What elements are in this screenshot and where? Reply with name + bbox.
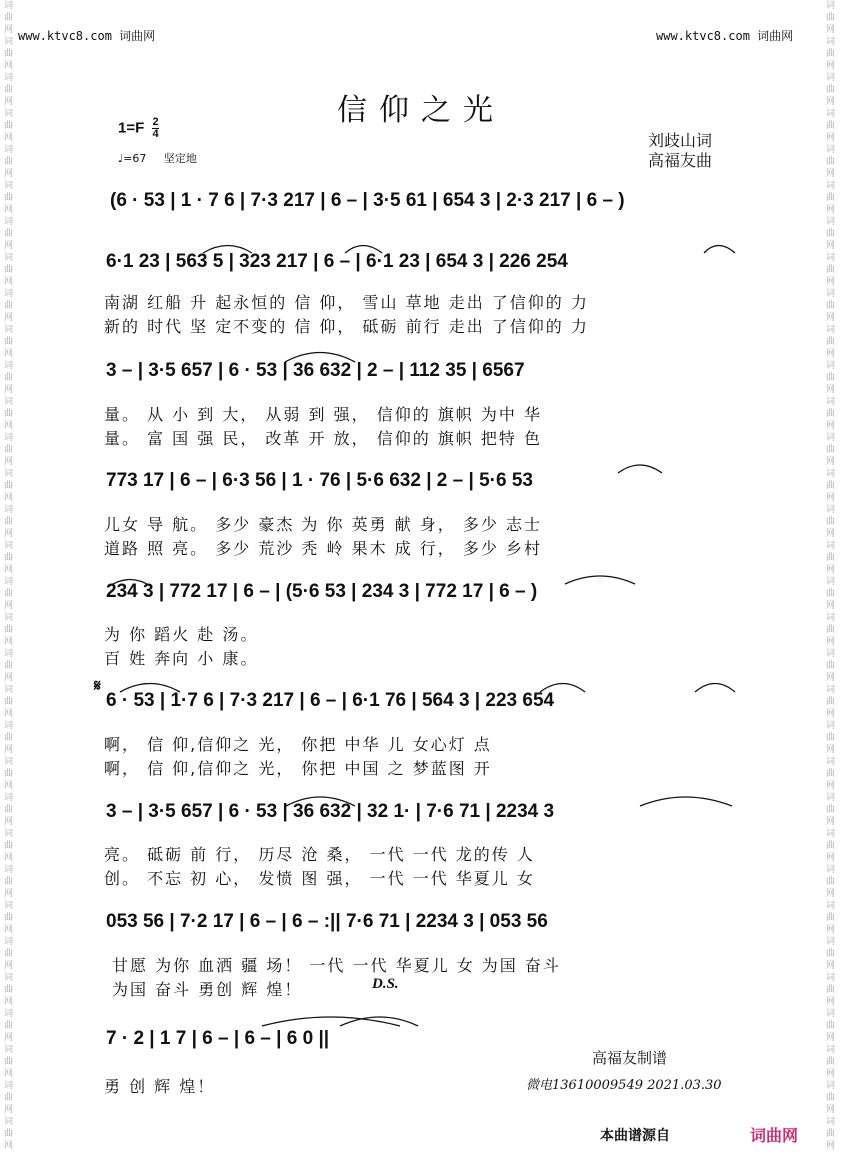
lyrics-3-verse-2: 量。 富 国 强 民， 改革 开 放， 信仰的 旗帜 把特 色 (104, 429, 542, 448)
source-label: 本曲谱源自 (600, 1128, 670, 1144)
score-system-6: 6 · 53 | 1·7 6 | 7·3 217 | 6 – | 6·1 76 | 564 3 | 223 654 (106, 690, 555, 711)
lyrics-8-verse-1: 甘愿 为你 血洒 疆 场！ 一代 一代 华夏儿 女 为国 奋斗 (112, 956, 561, 975)
dal-segno-marking: D.S. (372, 976, 399, 992)
lyrics-5-verse-1: 为 你 蹈火 赴 汤。 (104, 625, 259, 644)
site-watermark-right: www.ktvc8.com 词曲网 (656, 29, 794, 43)
score-system-1: (6 · 53 | 1 · 7 6 | 7·3 217 | 6 – | 3·5 61 | 654 3 | 2·3 217 | 6 – ) (110, 190, 625, 211)
side-watermark-left: 词曲网词曲网词曲网词曲网词曲网词曲网词曲网词曲网词曲网词曲网词曲网词曲网词曲网词曲网词曲网词曲网词曲网词曲网词曲网词曲网词曲网词曲网词曲网词曲网词曲网词曲网词曲网词曲网词曲网词曲网词曲网词曲网 (4, 1, 14, 1151)
lyrics-2-verse-1: 南湖 红船 升 起永恒的 信 仰， 雪山 草地 走出 了信仰的 力 (104, 293, 589, 312)
lyrics-7-verse-1: 亮。 砥砺 前 行， 历尽 沧 桑， 一代 一代 龙的传 人 (104, 845, 535, 864)
segno-icon: 𝄋 (94, 676, 101, 695)
tempo-value: ♩=67 (118, 152, 147, 165)
lyrics-6-verse-2: 啊， 信 仰,信仰之 光， 你把 中国 之 梦蓝图 开 (104, 759, 492, 778)
slur-mark (640, 797, 732, 806)
slur-mark (695, 684, 735, 693)
lyricist-credit: 刘歧山词 (648, 131, 713, 150)
time-top: 2 (152, 116, 159, 128)
lyrics-6-verse-1: 啊， 信 仰,信仰之 光， 你把 中华 儿 女心灯 点 (104, 735, 492, 754)
score-system-9: 7 · 2 | 1 7 | 6 – | 6 – | 6 0 || (106, 1028, 330, 1049)
score-system-5: 234 3 | 772 17 | 6 – | (5·6 53 | 234 3 | 772 17 | 6 – ) (106, 581, 538, 602)
contact-date: 微电13610009549 2021.03.30 (526, 1078, 722, 1093)
site-watermark-left: www.ktvc8.com 词曲网 (18, 29, 156, 43)
score-system-4: 773 17 | 6 – | 6·3 56 | 1 · 76 | 5·6 632 | 2 – | 5·6 53 (106, 470, 533, 491)
lyrics-8-verse-2: 为国 奋斗 勇创 辉 煌！ (112, 980, 303, 999)
expression-marking: 坚定地 (163, 152, 197, 165)
song-title: 信仰之光 (337, 93, 505, 128)
source-brand-link[interactable]: 词曲网 (750, 1126, 799, 1145)
lyrics-4-verse-1: 儿女 导 航。 多少 豪杰 为 你 英勇 献 身， 多少 志士 (104, 515, 542, 534)
slur-mark (704, 246, 735, 254)
time-bottom: 4 (152, 128, 159, 140)
side-watermark-right: 词曲网词曲网词曲网词曲网词曲网词曲网词曲网词曲网词曲网词曲网词曲网词曲网词曲网词曲网词曲网词曲网词曲网词曲网词曲网词曲网词曲网词曲网词曲网词曲网词曲网词曲网词曲网词曲网词曲网词曲网词曲网词曲网 (826, 1, 836, 1151)
lyrics-3-verse-1: 量。 从 小 到 大， 从弱 到 强， 信仰的 旗帜 为中 华 (104, 405, 542, 424)
slur-mark (565, 576, 635, 584)
score-system-8: 053 56 | 7·2 17 | 6 – | 6 – :|| 7·6 71 | 2234 3 | 053 56 (106, 911, 548, 932)
lyrics-2-verse-2: 新的 时代 坚 定不变的 信 仰， 砥砺 前行 走出 了信仰的 力 (104, 317, 589, 336)
lyrics-5-verse-2: 百 姓 奔向 小 康。 (104, 649, 259, 668)
composer-credit: 高福友曲 (648, 151, 713, 170)
score-system-2: 6·1 23 | 563 5 | 323 217 | 6 – | 6·1 23 | 654 3 | 226 254 (106, 251, 568, 272)
arranger-credit: 高福友制谱 (592, 1049, 668, 1067)
lyrics-7-verse-2: 创。 不忘 初 心， 发愤 图 强， 一代 一代 华夏儿 女 (104, 869, 535, 888)
key-label: 1=F (118, 119, 145, 137)
lyrics-9-verse-1: 勇 创 辉 煌！ (104, 1077, 216, 1096)
tie-mark (262, 1017, 400, 1026)
slur-mark (618, 465, 662, 473)
score-system-7: 3 – | 3·5 657 | 6 · 53 | 36 632 | 32 1· | 7·6 71 | 2234 3 (106, 801, 555, 822)
score-system-3: 3 – | 3·5 657 | 6 · 53 | 36 632 | 2 – | 112 35 | 6567 (106, 360, 525, 381)
lyrics-4-verse-2: 道路 照 亮。 多少 荒沙 秃 岭 果木 成 行， 多少 乡村 (104, 539, 542, 558)
